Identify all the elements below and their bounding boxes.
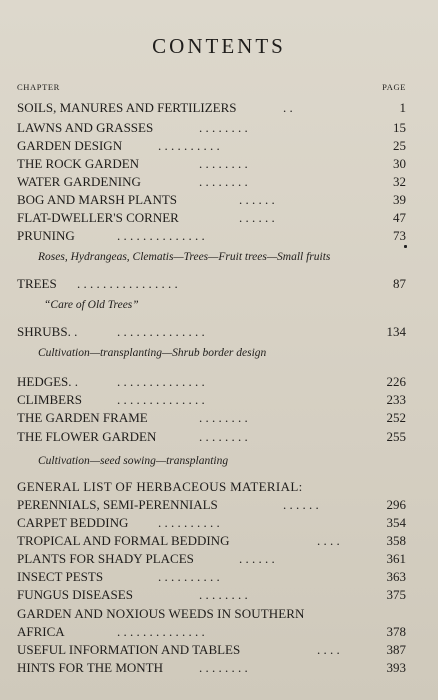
toc-entry-flat-dweller[interactable]	[17, 209, 406, 227]
entry-leader: . . . . . . . .	[199, 429, 248, 444]
entry-title: HEDGES. .	[17, 374, 79, 389]
entry-page: 39	[393, 192, 406, 207]
flower-garden-subtopics: Cultivation—seed sowing—transplanting	[38, 455, 229, 467]
entry-title: FUNGUS DISEASES	[17, 587, 133, 602]
entry-title: PLANTS FOR SHADY PLACES	[17, 551, 194, 566]
entry-leader: . . . . . . . . . . . . . .	[117, 392, 205, 407]
entry-title: TREES	[17, 276, 57, 291]
entry-leader: . . . . . .	[239, 210, 275, 225]
entry-title: SHRUBS. .	[17, 324, 78, 339]
entry-title: HINTS FOR THE MONTH	[17, 660, 164, 675]
toc-entry-hedges[interactable]	[17, 373, 406, 391]
entry-page: 25	[393, 138, 406, 153]
entry-title: THE FLOWER GARDEN	[17, 429, 157, 444]
entry-leader: . . . .	[317, 642, 340, 657]
entry-page: 358	[386, 533, 406, 548]
toc-entry-insect-pests[interactable]	[17, 568, 406, 586]
entry-leader: . . . . . . . . . .	[158, 515, 220, 530]
entry-page: 32	[393, 174, 406, 189]
entry-leader: . . . . . . . .	[199, 174, 248, 189]
entry-leader: . . . . . . . . . . . . . .	[117, 228, 205, 243]
toc-entry-shady-places[interactable]	[17, 550, 406, 568]
entry-title: CARPET BEDDING	[17, 515, 129, 530]
entry-title: GARDEN DESIGN	[17, 138, 123, 153]
entry-page: 73	[393, 228, 406, 243]
entry-title: PRUNING	[17, 228, 75, 243]
toc-entry-trees[interactable]	[17, 275, 406, 293]
chapter-header: CHAPTER	[17, 82, 60, 92]
entry-title: TROPICAL AND FORMAL BEDDING	[17, 533, 230, 548]
entry-title: THE GARDEN FRAME	[17, 410, 148, 425]
trees-subtopics: “Care of Old Trees”	[44, 299, 139, 311]
entry-title: SOILS, MANURES AND FERTILIZERS	[17, 100, 237, 115]
entry-title: PERENNIALS, SEMI-PERENNIALS	[17, 497, 218, 512]
toc-entry-hints-month[interactable]	[17, 659, 406, 677]
toc-entry-climbers[interactable]	[17, 391, 406, 409]
entry-title: AFRICA	[17, 624, 65, 639]
entry-leader: . . . . . . . . . .	[158, 569, 220, 584]
entry-leader: . . . . . .	[283, 497, 319, 512]
entry-page: 233	[386, 392, 406, 407]
toc-entry-general-list-line1[interactable]: GENERAL LIST OF HERBACEOUS MATERIAL:	[17, 479, 303, 494]
toc-entry-bog-marsh[interactable]	[17, 191, 406, 209]
entry-leader: . . . . . . . .	[199, 660, 248, 675]
toc-entry-carpet-bedding[interactable]	[17, 514, 406, 532]
entry-leader: . . . . . .	[239, 551, 275, 566]
page-header: PAGE	[382, 82, 406, 92]
toc-entry-useful-info[interactable]	[17, 641, 406, 659]
entry-title: INSECT PESTS	[17, 569, 104, 584]
entry-leader: . . . . . . . .	[199, 156, 248, 171]
entry-leader: . . . . . . . .	[199, 410, 248, 425]
entry-leader: . . . . . . . .	[199, 120, 248, 135]
print-speck	[404, 245, 407, 248]
toc-entry-garden-frame[interactable]	[17, 409, 406, 427]
entry-page: 1	[399, 100, 406, 115]
entry-title: CLIMBERS	[17, 392, 83, 407]
entry-page: 361	[386, 551, 406, 566]
toc-entry-general-list[interactable]	[17, 496, 406, 514]
entry-leader: . . . . . . . . . .	[158, 138, 220, 153]
entry-page: 375	[386, 587, 406, 602]
entry-page: 47	[393, 210, 406, 225]
toc-entry-water-gardening[interactable]	[17, 173, 406, 191]
entry-leader: . . . . . . . . . . . . . . . .	[77, 276, 178, 291]
entry-title: THE ROCK GARDEN	[17, 156, 140, 171]
entry-page: 226	[386, 374, 406, 389]
toc-entry-shrubs[interactable]	[17, 323, 406, 341]
toc-entry-pruning[interactable]	[17, 227, 406, 245]
entry-leader: . . . . . . . . . . . . . .	[117, 624, 205, 639]
toc-entry-rock-garden[interactable]	[17, 155, 406, 173]
entry-page: 354	[386, 515, 406, 530]
entry-leader: . . . . . .	[239, 192, 275, 207]
entry-title: LAWNS AND GRASSES	[17, 120, 154, 135]
toc-entry-weeds-line1[interactable]: GARDEN AND NOXIOUS WEEDS IN SOUTHERN	[17, 606, 305, 621]
entry-page: 387	[386, 642, 406, 657]
entry-leader: . .	[283, 100, 293, 115]
entry-leader: . . . . . . . . . . . . . .	[117, 374, 205, 389]
entry-page: 30	[393, 156, 406, 171]
entry-page: 393	[386, 660, 406, 675]
entry-leader: . . . . . . . .	[199, 587, 248, 602]
entry-title: FLAT-DWELLER'S CORNER	[17, 210, 179, 225]
page-title: CONTENTS	[152, 34, 286, 58]
shrubs-subtopics: Cultivation—transplanting—Shrub border design	[38, 347, 267, 359]
entry-leader: . . . . . . . . . . . . . .	[117, 324, 205, 339]
toc-entry-fungus-diseases[interactable]	[17, 586, 406, 604]
entry-page: 255	[386, 429, 406, 444]
entry-page: 134	[386, 324, 406, 339]
entry-page: 296	[386, 497, 406, 512]
entry-page: 87	[393, 276, 406, 291]
pruning-subtopics: Roses, Hydrangeas, Clematis—Trees—Fruit trees—Small fruits	[38, 251, 331, 263]
entry-title: BOG AND MARSH PLANTS	[17, 192, 177, 207]
toc-entry-flower-garden[interactable]	[17, 428, 406, 446]
entry-title: WATER GARDENING	[17, 174, 141, 189]
toc-entry-lawns[interactable]	[17, 119, 406, 137]
entry-page: 363	[386, 569, 406, 584]
toc-entry-soils[interactable]	[17, 99, 406, 117]
entry-title: USEFUL INFORMATION AND TABLES	[17, 642, 241, 657]
entry-page: 252	[386, 410, 406, 425]
entry-page: 378	[386, 624, 406, 639]
toc-entry-weeds[interactable]	[17, 623, 406, 641]
entry-leader: . . . .	[317, 533, 340, 548]
toc-entry-garden-design[interactable]	[17, 137, 406, 155]
entry-page: 15	[393, 120, 406, 135]
toc-entry-tropical-formal[interactable]	[17, 532, 406, 550]
